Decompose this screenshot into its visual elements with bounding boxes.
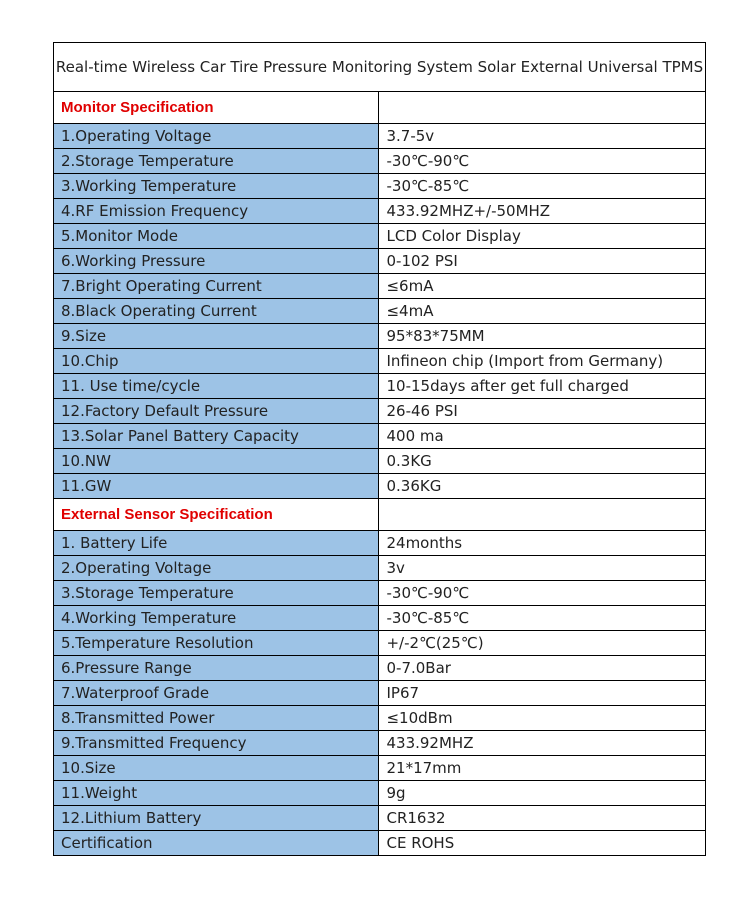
spec-label: 6.Pressure Range [54, 656, 379, 681]
spec-value: -30℃-90℃ [379, 149, 706, 174]
spec-row [54, 324, 706, 349]
spec-label: 8.Transmitted Power [54, 706, 379, 731]
spec-row [54, 681, 706, 706]
spec-label: 2.Storage Temperature [54, 149, 379, 174]
spec-label: 11.Weight [54, 781, 379, 806]
spec-value: Infineon chip (Import from Germany) [379, 349, 706, 374]
section-heading-row [54, 92, 706, 124]
section-heading-empty-cell [379, 499, 706, 531]
spec-value: 433.92MHZ+/-50MHZ [379, 199, 706, 224]
section-heading-empty-cell [379, 92, 706, 124]
spec-value: 433.92MHZ [379, 731, 706, 756]
spec-row [54, 706, 706, 731]
spec-value: -30℃-85℃ [379, 606, 706, 631]
spec-value: 400 ma [379, 424, 706, 449]
spec-value: LCD Color Display [379, 224, 706, 249]
spec-row [54, 474, 706, 499]
spec-label: 9.Size [54, 324, 379, 349]
spec-row [54, 349, 706, 374]
spec-label: 12.Factory Default Pressure [54, 399, 379, 424]
spec-row [54, 274, 706, 299]
title-row [54, 43, 706, 92]
spec-row [54, 149, 706, 174]
page-title: Real-time Wireless Car Tire Pressure Monitoring System Solar External Universal TPMS [54, 43, 706, 92]
spec-value: +/-2℃(25℃) [379, 631, 706, 656]
spec-label: 5.Temperature Resolution [54, 631, 379, 656]
spec-value: 9g [379, 781, 706, 806]
spec-value: 0.36KG [379, 474, 706, 499]
spec-value: 0-102 PSI [379, 249, 706, 274]
section-heading: External Sensor Specification [54, 499, 379, 531]
spec-row [54, 556, 706, 581]
spec-label: 11.GW [54, 474, 379, 499]
spec-value: 10-15days after get full charged [379, 374, 706, 399]
spec-value: 21*17mm [379, 756, 706, 781]
spec-row [54, 806, 706, 831]
spec-value: -30℃-90℃ [379, 581, 706, 606]
spec-row [54, 199, 706, 224]
spec-value: 0-7.0Bar [379, 656, 706, 681]
spec-label: 7.Waterproof Grade [54, 681, 379, 706]
spec-label: 9.Transmitted Frequency [54, 731, 379, 756]
spec-label: 10.Chip [54, 349, 379, 374]
spec-row [54, 124, 706, 149]
spec-label: 1. Battery Life [54, 531, 379, 556]
spec-row [54, 831, 706, 856]
spec-label: 13.Solar Panel Battery Capacity [54, 424, 379, 449]
spec-label: 2.Operating Voltage [54, 556, 379, 581]
spec-label: 5.Monitor Mode [54, 224, 379, 249]
spec-row [54, 656, 706, 681]
spec-value: 0.3KG [379, 449, 706, 474]
spec-row [54, 781, 706, 806]
spec-row [54, 581, 706, 606]
spec-value: CR1632 [379, 806, 706, 831]
spec-value: 95*83*75MM [379, 324, 706, 349]
spec-label: 4.Working Temperature [54, 606, 379, 631]
spec-label: 3.Storage Temperature [54, 581, 379, 606]
spec-value: IP67 [379, 681, 706, 706]
spec-row [54, 631, 706, 656]
spec-label: Certification [54, 831, 379, 856]
spec-value: 24months [379, 531, 706, 556]
spec-value: 26-46 PSI [379, 399, 706, 424]
spec-row [54, 756, 706, 781]
spec-row [54, 224, 706, 249]
spec-label: 8.Black Operating Current [54, 299, 379, 324]
spec-label: 10.Size [54, 756, 379, 781]
spec-row [54, 449, 706, 474]
spec-value: 3.7-5v [379, 124, 706, 149]
spec-row [54, 606, 706, 631]
spec-label: 7.Bright Operating Current [54, 274, 379, 299]
spec-row [54, 374, 706, 399]
spec-table [53, 42, 706, 856]
spec-row [54, 299, 706, 324]
spec-value: ≤10dBm [379, 706, 706, 731]
spec-value: 3v [379, 556, 706, 581]
spec-table-body [54, 43, 706, 856]
spec-row [54, 531, 706, 556]
spec-label: 10.NW [54, 449, 379, 474]
section-heading: Monitor Specification [54, 92, 379, 124]
spec-label: 12.Lithium Battery [54, 806, 379, 831]
spec-label: 6.Working Pressure [54, 249, 379, 274]
section-heading-row [54, 499, 706, 531]
spec-label: 3.Working Temperature [54, 174, 379, 199]
spec-row [54, 249, 706, 274]
spec-value: -30℃-85℃ [379, 174, 706, 199]
spec-row [54, 731, 706, 756]
spec-row [54, 424, 706, 449]
spec-value: CE ROHS [379, 831, 706, 856]
spec-value: ≤6mA [379, 274, 706, 299]
spec-label: 4.RF Emission Frequency [54, 199, 379, 224]
spec-row [54, 174, 706, 199]
spec-row [54, 399, 706, 424]
spec-value: ≤4mA [379, 299, 706, 324]
spec-label: 11. Use time/cycle [54, 374, 379, 399]
spec-label: 1.Operating Voltage [54, 124, 379, 149]
